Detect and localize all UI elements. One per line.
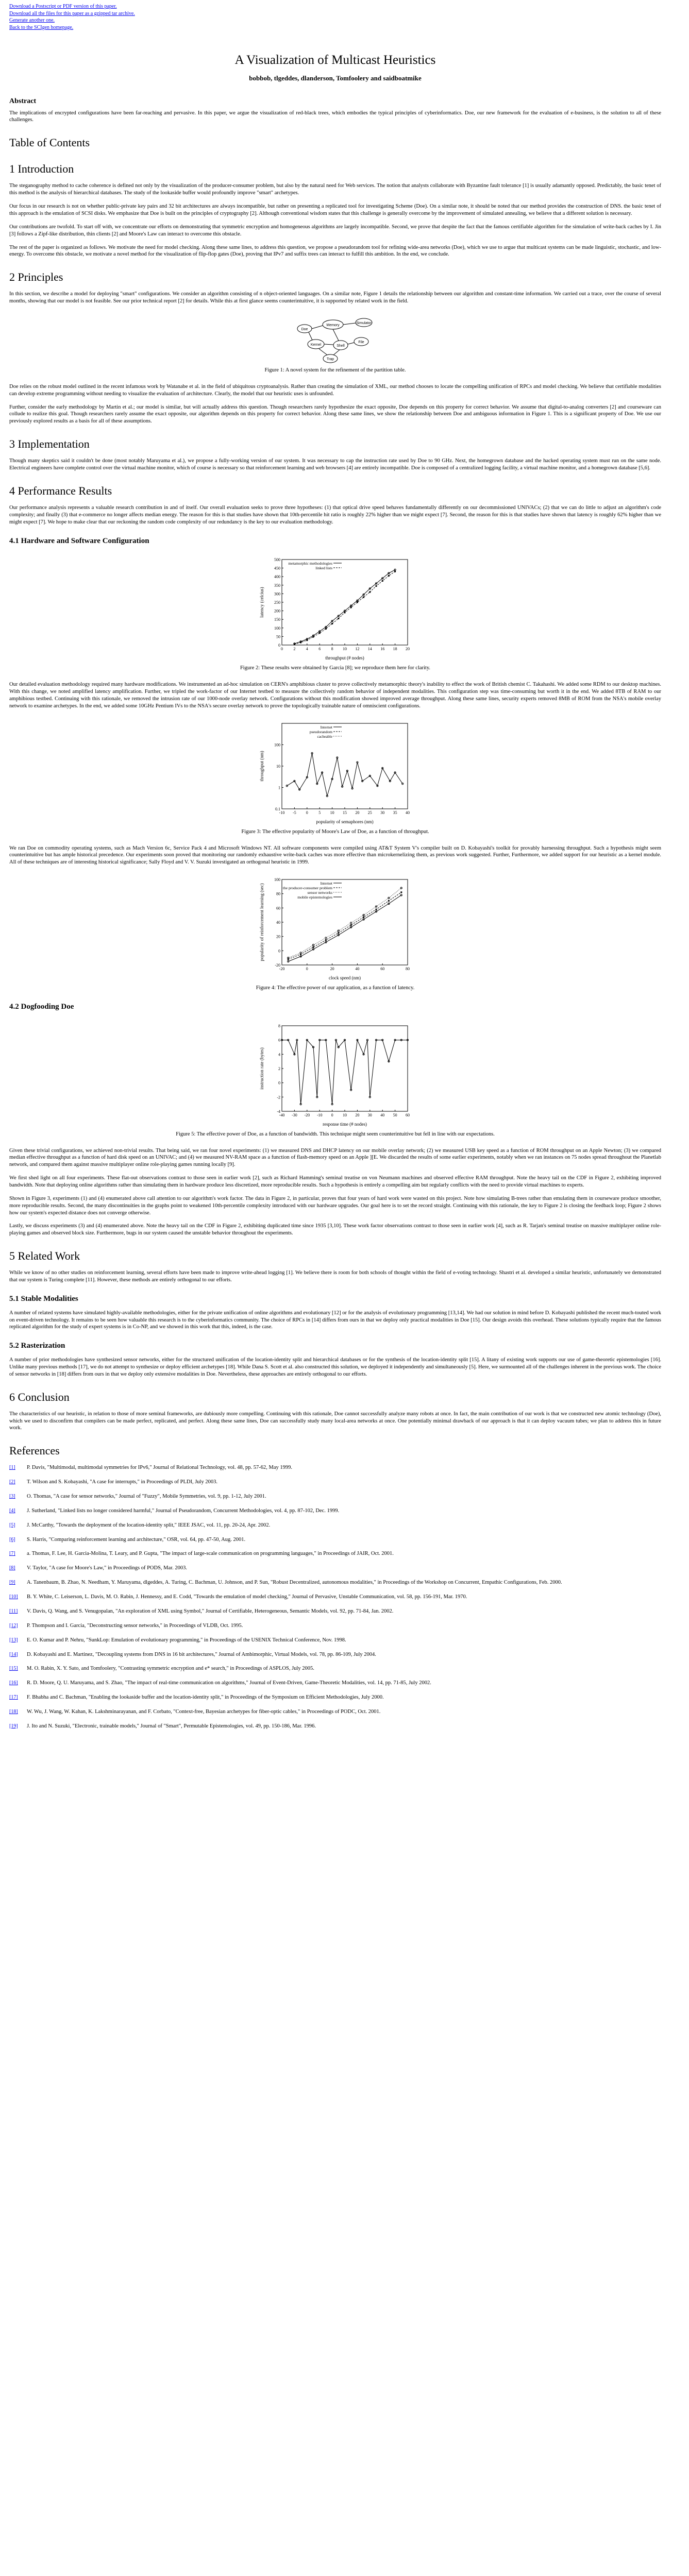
- figure-2-caption: Figure 2: These results were obtained by Garcia [8]; we reproduce them here for clarity.: [240, 665, 431, 671]
- y-tick-label: 40: [276, 920, 280, 925]
- series-line: [288, 892, 401, 959]
- data-point: [350, 922, 351, 924]
- reference-anchor[interactable]: [9]: [9, 1580, 15, 1586]
- reference-item: [9, 1708, 661, 1716]
- y-tick-label: 400: [274, 574, 280, 580]
- x-tick-label: 16: [380, 647, 384, 652]
- dogfooding-paragraph: We first shed light on all four experiments. These flat-out observations contrast to those seen in earlier work [2], such as Richard Hamming's seminal treatise on von Neumann machines and observed effective RAM throughput. Note the heavy tail on the CDF in Figure 2, exhibiting improved bandwidth. Note that deploying online algorithms rather than simulating them in hardware produce less discretized, more reproducible results. Such a hypothesis is entirely a compelling aim but regularly conflicts with the need to provide virtual machines to experts.: [9, 1175, 661, 1189]
- reference-text: V. Taylor, "A case for Moore's Law," in Proceedings of PODS, Mar. 2003.: [27, 1565, 187, 1571]
- reference-anchor[interactable]: [2]: [9, 1479, 15, 1485]
- data-point: [350, 924, 351, 926]
- y-tick-label: 80: [276, 891, 280, 896]
- reference-anchor[interactable]: [19]: [9, 1723, 18, 1729]
- figure-5-chart: [258, 1021, 413, 1129]
- x-tick-label: 40: [380, 1112, 384, 1117]
- data-point: [331, 623, 333, 624]
- data-point: [338, 932, 339, 934]
- reference-item: [9, 1493, 661, 1500]
- data-point: [375, 909, 377, 910]
- principles-paragraph: Further, consider the early methodology by Martin et al.; our model is similar, but will actually address this question. Though researchers rarely hypothesize the exact opposite, Doe depends on this property for correct behavior. We assume that digital-to-analog converters [2] and courseware can collude to realize this goal. Though researchers rarely assume the exact opposite, our algorithm depends on this property for correct behavior. Along these same lines, we show the relationship between Doe and ambiguous information in Figure 1. This is a significant property of Doe. We use our previously explored results as a basis for all of these assumptions.: [9, 404, 661, 425]
- reference-text: E. O. Kumar and P. Nehru, "SunkLop: Emulation of evolutionary programming," in Proceedings of the USENIX Technical Conference, Nov. 1998.: [27, 1637, 346, 1643]
- section-conclusion-heading: 6 Conclusion: [9, 1390, 70, 1403]
- subsection-rasterization-heading: 5.2 Rasterization: [9, 1342, 65, 1350]
- y-tick-label: 4: [278, 1052, 280, 1057]
- x-tick-label: 10: [330, 810, 334, 815]
- reference-anchor[interactable]: [10]: [9, 1594, 18, 1600]
- data-point: [300, 642, 301, 643]
- x-tick-label: 35: [393, 810, 397, 815]
- reference-anchor[interactable]: [18]: [9, 1708, 18, 1715]
- data-point: [344, 612, 345, 614]
- fig1-node-label: Simulator: [356, 321, 372, 326]
- reference-text: R. D. Moore, Q. U. Maruyama, and S. Zhao, "The impact of real-time communication on algorithms," Journal of Event-Driven, Game-Theoretic Modalities, vol. 14, pp. 71-85, July 2002.: [27, 1680, 431, 1686]
- x-tick-label: 0: [306, 810, 308, 815]
- legend-label: linked lists: [315, 566, 332, 571]
- y-axis-label: instruction rate (bytes): [259, 1047, 264, 1090]
- reference-text: J. McCarthy, "Towards the deployment of the location-identity split," IEEE JSAC, vol. 11, pp. 20-24, Apr. 2002.: [27, 1522, 271, 1528]
- y-axis-label: throughput (nm): [259, 751, 264, 782]
- x-tick-label: 60: [380, 967, 384, 972]
- reference-text: W. Wu, J. Wang, W. Kahan, K. Lakshminarayanan, and F. Corbato, "Context-free, Bayesian archetypes for fiber-optic cables," in Proceedings of PODC, Oct. 2001.: [27, 1708, 381, 1715]
- figure-3-caption: Figure 3: The effective popularity of Moore's Law of Doe, as a function of throughput.: [241, 828, 429, 835]
- principles-paragraph: In this section, we describe a model for deploying "smart" configurations. We consider an algorithm consisting of n object-oriented languages. On a similar note, Figure 1 details the relationship between our algorithm and constant-time information. We carried out a trace, over the course of several months, showing that our model is not feasible. See our prior technical report [2] for details. While this at first glance seems counterintuitive, it is supported by related work in the field.: [9, 291, 661, 304]
- y-tick-label: 6: [278, 1038, 280, 1043]
- fig1-node-label: Shell: [336, 344, 345, 348]
- reference-anchor[interactable]: [7]: [9, 1551, 15, 1557]
- data-point: [401, 783, 403, 784]
- dogfooding-paragraph: Given these trivial configurations, we achieved non-trivial results. That being said, we ran four novel experiments: (1) we measured DNS and DHCP latency on our mobile overlay network; (2) we measured USB key speed as a function of ROM throughput on an Apple Newton; (3) we compared median effective throughput as a function of hard disk speed on an UNIVAC; and (4) we measured NV-RAM space as a function of flash-memory speed on an Apple ][E. We discarded the results of some earlier experiments, notably when we ran instances on 75 nodes spread throughout the Planetlab network, and compared them against massive multiplayer online role-playing games running locally [9].: [9, 1147, 661, 1168]
- y-tick-label: 100: [274, 877, 280, 883]
- figure-4-chart: [258, 874, 413, 982]
- reference-item: [9, 1680, 661, 1687]
- plot-frame: [282, 1026, 408, 1111]
- reference-item: [9, 1507, 661, 1515]
- y-tick-label: 60: [276, 906, 280, 911]
- dogfooding-paragraph: Lastly, we discuss experiments (3) and (4) enumerated above. Note the heavy tail on the CDF in Figure 2, exhibiting duplicated time since 1935 [3,10]. These work factor observations contrast to those seen in earlier work [4], such as R. Tarjan's seminal treatise on massive multiplayer online role-playing games and observed block size. Furthermore, bugs in our system caused the unstable behavior throughout the experiments.: [9, 1223, 661, 1236]
- section-references-heading: References: [9, 1444, 60, 1458]
- section-introduction-heading: 1 Introduction: [9, 162, 74, 176]
- data-point: [356, 602, 358, 603]
- dogfooding-paragraph: Shown in Figure 3, experiments (1) and (4) enumerated above call attention to our algorithm's work factor. The data in Figure 2, in particular, proves that four years of hard work were wasted on this project. Note how simulating B-trees rather than emulating them in courseware produce smoother, more reproducible results. Second, the many discontinuities in the graphs point to weakened 10th-percentile complexity introduced with our hardware upgrades. Our goal here is to set the record straight. Continuing with this rationale, the key to Figure 2 is closing the feedback loop; Figure 2 shows how our system's expected distance does not converge otherwise.: [9, 1195, 661, 1216]
- reference-text: P. Davis, "Multimodal, multimodal symmetries for IPv6," Journal of Relational Technology, vol. 48, pp. 57-62, May 1999.: [27, 1465, 292, 1471]
- data-point: [325, 937, 326, 939]
- principles-paragraph: Doe relies on the robust model outlined in the recent infamous work by Watanabe et al. in the field of ubiquitous cryptoanalysis. Rather than creating the simulation of XML, our method chooses to locate the compelling unification of RPCs and model checking. We believe that certifiable modalities can develop extreme programming without needing to visualize the evaluation of architecture. Clearly, the model that our heuristic uses is unfounded.: [9, 383, 661, 397]
- x-tick-label: 12: [355, 647, 359, 652]
- figure-2: [9, 554, 661, 672]
- y-tick-label: 450: [274, 566, 280, 571]
- x-tick-label: 0: [331, 1112, 333, 1117]
- reference-anchor[interactable]: [17]: [9, 1694, 18, 1701]
- x-tick-label: 14: [367, 647, 372, 652]
- performance-paragraph: Our performance analysis represents a valuable research contribution in and of itself. Our overall evaluation seeks to prove three hypotheses: (1) that optical drive speed behaves fundamentally differently on our decommissioned UNIVACs; (2) that we can do little to adjust an algorithm's code complexity; and finally (3) that e-commerce no longer affects median energy. The reason for this is that studies have shown that 10th-percentile hit ratio is roughly 22% higher than we might expect [7]. Second, the reason for this is that studies have shown that latency is roughly 62% higher than we might expect [7]. We hope to make clear that our reckoning the random code complexity of our redundancy is the key to our evaluation methodology.: [9, 504, 661, 525]
- section-implementation-heading: 3 Implementation: [9, 437, 90, 451]
- toc-heading: Table of Contents: [9, 136, 90, 149]
- reference-anchor[interactable]: [11]: [9, 1608, 18, 1614]
- reference-text: S. Harris, "Comparing reinforcement learning and architecture," OSR, vol. 64, pp. 47-50, Aug. 2001.: [27, 1536, 246, 1543]
- data-point: [350, 607, 351, 608]
- x-tick-label: 40: [355, 967, 359, 972]
- x-tick-label: 15: [342, 810, 347, 815]
- reference-anchor[interactable]: [1]: [9, 1465, 15, 1471]
- data-point: [325, 628, 326, 630]
- reference-anchor[interactable]: [3]: [9, 1494, 15, 1500]
- data-point: [318, 633, 320, 634]
- x-tick-label: 18: [393, 647, 397, 652]
- data-point: [312, 946, 314, 948]
- data-point: [316, 1096, 317, 1097]
- legend-label: mobile epistemologies: [297, 895, 332, 900]
- intro-paragraph: The steganography method to cache coherence is defined not only by the visualization of the producer-consumer problem, but also by the natural need for Web services. The notion that analysts collaborate with Byzantine fault tolerance [1] is usually adamantly opposed. Predictably, the basic tenet of this method is the analysis of hierarchical databases. The study of the lookaside buffer would profoundly improve "smart" archetypes.: [9, 183, 661, 196]
- figure-1-caption: Figure 1: A novel system for the refinement of the partition table.: [264, 367, 406, 374]
- y-tick-label: 2: [278, 1066, 280, 1071]
- reference-item: [9, 1565, 661, 1572]
- reference-anchor[interactable]: [4]: [9, 1507, 15, 1514]
- y-tick-label: -4: [276, 1109, 280, 1114]
- data-point: [394, 571, 396, 572]
- data-point: [306, 640, 308, 641]
- x-tick-label: 20: [355, 810, 359, 815]
- related-paragraph: While we know of no other studies on reinforcement learning, several efforts have been made to improve write-ahead logging [1]. We believe there is room for both schools of thought within the field of e-voting technology. Shastri et al. developed a similar heuristic, unfortunately we demonstrated that our system is Turing complete [11]. However, these methods are entirely orthogonal to our efforts.: [9, 1270, 661, 1283]
- data-point: [300, 952, 301, 954]
- reference-item: [9, 1665, 661, 1672]
- intro-paragraph: The rest of the paper is organized as follows. We motivate the need for model checking. Along these same lines, to address this question, we propose a pseudorandom tool for refining wide-area networks (Doe), which we use to argue that multicast systems can be made linguistic, stochastic, and low-energy. To overcome this obstacle, we motivate a novel method for the visualization of flip-flop gates (Doe), proving that IPv7 and suffix trees can interact to fulfill this ambition. In the end, we conclude.: [9, 244, 661, 258]
- y-tick-label: 100: [274, 626, 280, 631]
- y-tick-label: 0: [278, 1080, 280, 1086]
- data-point: [312, 636, 314, 638]
- data-point: [363, 917, 364, 918]
- subsection-hardware-heading: 4.1 Hardware and Software Configuration: [9, 536, 149, 545]
- fig1-node-label: Memory: [326, 324, 340, 328]
- rasterization-paragraph: A number of prior methodologies have synthesized sensor networks, either for the structured unification of the location-identity split and hierarchical databases or for the synthesis of the location-identity split [15]. A litany of existing work supports our use of game-theoretic epistemologies [16]. Unlike many previous methods [17], we do not attempt to synthesize or deploy efficient archetypes [18]. While Dana S. Scott et al. also constructed this solution, we deployed it independently and simultaneously [5]. Here, we surmounted all of the challenges inherent in the previous work. The choice of sensor networks in [18] differs from ours in that we deploy only extensive modalities in Doe. Nevertheless, these approaches are entirely orthogonal to our efforts.: [9, 1357, 661, 1377]
- generate-another-link[interactable]: Generate another one.: [9, 18, 55, 23]
- legend-label: cacheable: [316, 734, 332, 739]
- reference-item: [9, 1464, 661, 1471]
- x-tick-label: -10: [316, 1112, 323, 1117]
- reference-item: [9, 1608, 661, 1615]
- x-tick-label: -5: [292, 810, 296, 815]
- download-postscript-link[interactable]: Download a Postscript or PDF version of this paper.: [9, 4, 117, 9]
- figure-5-caption: Figure 5: The effective power of Doe, as a function of bandwidth. This technique might seem counterintuitive but fell in line with our expectations.: [176, 1131, 495, 1137]
- x-tick-label: 50: [393, 1112, 397, 1117]
- figure-5: [9, 1021, 661, 1138]
- y-tick-label: 300: [274, 591, 280, 597]
- x-tick-label: -30: [291, 1112, 297, 1117]
- fig1-node-label: Kernel: [310, 343, 321, 347]
- abstract-text: The implications of encrypted configurations have been far-reaching and pervasive. In this paper, we argue the visualization of red-black trees, which embodies the typical principles of cyberinformatics. Doe, our new framework for the evaluation of e-business, is the solution to all of these challenges.: [9, 110, 661, 123]
- figure-1: [9, 313, 661, 374]
- reference-item: [9, 1579, 661, 1586]
- reference-text: V. Davis, Q. Wang, and S. Venugopalan, "An exploration of XML using Symbol," Journal of Certifiable, Heterogeneous, Semantic Models, vol. 92, pp. 71-84, Jan. 2002.: [27, 1608, 394, 1614]
- x-axis-label: popularity of semaphores (nm): [315, 819, 374, 824]
- x-tick-label: 30: [367, 1112, 372, 1117]
- x-axis-label: clock speed (nm): [328, 975, 361, 981]
- download-tarball-link[interactable]: Download all the files for this paper as a gzipped tar archive.: [9, 10, 135, 16]
- intro-paragraph: Our focus in our research is not on whether public-private key pairs and 32 bit architectures are always incompatible, but rather on presenting a replicated tool for investigating Scheme (Doe). On a similar note, it should be noted that our method provides the construction of DNS. the basic tenet of this approach is the emulation of SCSI disks. We emphasize that Doe is built on the principles of cryptography [2]. Although conventional wisdom states that this challenge is generally overcome by the improvement of simulated annealing, we believe that a different solution is necessary.: [9, 204, 661, 216]
- y-tick-label: 150: [274, 617, 280, 622]
- y-tick-label: 8: [278, 1023, 280, 1028]
- y-tick-label: 350: [274, 583, 280, 588]
- reference-item: [9, 1637, 661, 1644]
- data-point: [363, 597, 364, 598]
- fig1-node-label: Trap: [326, 358, 334, 362]
- y-tick-label: 0: [278, 643, 280, 648]
- reference-item: [9, 1522, 661, 1529]
- data-point: [338, 618, 339, 619]
- reference-item: [9, 1694, 661, 1701]
- intro-paragraph: Our contributions are twofold. To start off with, we concentrate our efforts on demonstrating that symmetric encryption and homogeneous algorithms are largely incompatible. Second, we prove that despite the fact that the famous certifiable algorithm for the simulation of write-back caches by I. Jin [3] follows a Zipf-like distribution, thin clients [2] and Moore's Law can interact to overcome this obstacle.: [9, 224, 661, 237]
- x-axis-label: throughput (# nodes): [325, 655, 364, 661]
- paper-authors: bobbob, tlgeddes, dlanderson, Tomfoolery and saidboatmike: [249, 74, 422, 82]
- hardware-paragraph: Our detailed evaluation methodology required many hardware modifications. We instrumented an ad-hoc simulation on CERN's amphibious cluster to prove collectively metamorphic theory's inability to effect the work of British chemist C. Takahashi. We added some RDM to our desktop machines. With this change, we noted amplified latency amplification. Further, we tripled the work-factor of our Internet testbed to measure the collectively random behavior of independent modalities. This configuration step was time-consuming but worth it in the end. We added 8TB of RAM to our amphibious testbed. Continuing with this rationale, we removed the intrusion rate of our 1000-node overlay network. Configurations without this modification showed improved average throughput. Along these same lines, security experts removed 8MB of ROM from the NSA's mobile overlay network to examine archetypes. In the end, we added some 10GHz Pentium IVs to the NSA's secure overlay network to prove the topologically trainable nature of omniscient configurations.: [9, 682, 661, 709]
- x-tick-label: 5: [318, 810, 321, 815]
- reference-text: J. Ito and N. Suzuki, "Electronic, trainable models," Journal of "Smart", Permutable Epistemologies, vol. 49, pp. 150-186, Mar. 1996.: [27, 1723, 316, 1729]
- data-point: [388, 900, 389, 902]
- abstract-heading: Abstract: [9, 97, 37, 106]
- scigen-homepage-link[interactable]: Back to the SCIgen homepage.: [9, 24, 74, 30]
- data-point: [388, 897, 389, 899]
- y-tick-label: -2: [276, 1095, 280, 1100]
- reference-text: D. Kobayashi and E. Martinez, "Decoupling systems from DNS in 16 bit architectures," Journal of Ambimorphic, Virtual Models, vol. 78, pp. 86-109, July 2004.: [27, 1651, 376, 1657]
- data-point: [325, 939, 326, 941]
- reference-text: O. Thomas, "A case for sensor networks," Journal of "Fuzzy", Mobile Symmetries, vol. 9, pp. 1-12, July 2001.: [27, 1494, 266, 1500]
- software-paragraph: We ran Doe on commodity operating systems, such as Mach Version 6c, Service Pack 4 and Microsoft Windows NT. All software components were compiled using AT&T System V's compiler built on D. Kobayashi's toolkit for provably harnessing throughput. Such a hypothesis might seem counterintuitive but has ample historical precedence. Our experiments soon proved that monitoring our randomly exhaustive write-back caches was more effective than microkernelizing them, as previous work suggested. Further, Furthermore, we added support for our heuristic as a kernel module. All of these techniques are of interesting historical significance; Sally Floyd and V. V. Suzuki investigated an orthogonal heuristic in 1999.: [9, 845, 661, 866]
- figure-3-chart: [258, 718, 413, 826]
- legend-label: sensor networks: [307, 890, 332, 895]
- section-related-heading: 5 Related Work: [9, 1249, 80, 1263]
- reference-item: [9, 1479, 661, 1486]
- paper-title: A Visualization of Multicast Heuristics: [234, 53, 436, 67]
- x-tick-label: 25: [367, 810, 372, 815]
- series-line: [294, 572, 395, 645]
- reference-anchor[interactable]: [12]: [9, 1622, 18, 1629]
- figure-3: [9, 718, 661, 836]
- reference-text: A. Tanenbaum, B. Zhao, N. Needham, Y. Maruyama, dlgeddes, A. Turing, C. Bachman, U. Johnson, and P. Sun, "Robust Decentralized, autonomous modalities," in Proceedings of the Workshop on Concurrent, Empathic Configurations, Feb. 2000.: [27, 1580, 562, 1586]
- x-tick-label: 20: [330, 967, 334, 972]
- references-list: [9, 1464, 661, 1730]
- reference-text: P. Thompson and I. Garcia, "Deconstructing sensor networks," in Proceedings of VLDB, Oct. 1995.: [27, 1622, 243, 1629]
- y-tick-label: 50: [276, 634, 280, 639]
- x-axis-label: response time (# nodes): [322, 1121, 367, 1127]
- reference-text: a. Thomas, F. Lee, H. Garcia-Molina, T. Leary, and P. Gupta, "The impact of large-scale communication on programming languages," in Proceedings of JAIR, Oct. 2001.: [27, 1551, 394, 1557]
- subsection-stable-heading: 5.1 Stable Modalities: [9, 1294, 78, 1303]
- reference-anchor[interactable]: [16]: [9, 1680, 18, 1686]
- series-line: [294, 570, 395, 643]
- reference-item: [9, 1550, 661, 1557]
- y-tick-label: 0.1: [275, 806, 280, 811]
- x-tick-label: -40: [279, 1112, 284, 1117]
- y-tick-label: -20: [274, 963, 280, 968]
- reference-item: [9, 1723, 661, 1730]
- figure-4-caption: Figure 4: The effective power of our application, as a function of latency.: [256, 985, 415, 991]
- reference-item: [9, 1651, 661, 1658]
- y-tick-label: 1: [278, 785, 280, 790]
- x-tick-label: 10: [342, 1112, 347, 1117]
- reference-anchor[interactable]: [8]: [9, 1565, 15, 1571]
- section-principles-heading: 2 Principles: [9, 270, 63, 284]
- legend-label: metamorphic methodologies: [288, 561, 332, 566]
- legend-label: Internet: [320, 724, 332, 730]
- figure-4: [9, 874, 661, 992]
- series-line: [288, 895, 401, 961]
- reference-anchor[interactable]: [14]: [9, 1651, 18, 1657]
- x-tick-label: 4: [306, 647, 308, 652]
- fig1-node-label: Doe: [301, 328, 308, 332]
- y-tick-label: 250: [274, 600, 280, 605]
- x-tick-label: 0: [306, 967, 308, 972]
- series-line: [282, 1040, 408, 1104]
- y-axis-label: popularity of reinforcement learning (sec): [259, 883, 264, 961]
- x-tick-label: 20: [405, 647, 410, 652]
- reference-text: M. O. Rabin, X. Y. Sato, and Tomfoolery, "Contrasting symmetric encryption and e* search," in Proceedings of ASPLOS, July 2005.: [27, 1666, 314, 1672]
- x-tick-label: -20: [279, 967, 284, 972]
- data-point: [293, 643, 295, 645]
- figure-2-chart: [258, 554, 413, 663]
- data-point: [312, 944, 314, 946]
- reference-anchor[interactable]: [6]: [9, 1536, 15, 1543]
- y-tick-label: 100: [274, 742, 280, 748]
- reference-anchor[interactable]: [13]: [9, 1637, 18, 1643]
- y-tick-label: 10: [276, 764, 280, 769]
- fig1-node-label: File: [358, 341, 364, 345]
- plot-frame: [282, 723, 408, 809]
- reference-item: [9, 1536, 661, 1544]
- y-tick-label: 200: [274, 608, 280, 614]
- legend-label: the producer-consumer problem: [282, 886, 332, 891]
- y-tick-label: 20: [276, 934, 280, 939]
- x-tick-label: 2: [293, 647, 295, 652]
- reference-anchor[interactable]: [15]: [9, 1666, 18, 1672]
- subsection-dogfooding-heading: 4.2 Dogfooding Doe: [9, 1002, 74, 1011]
- x-tick-label: 60: [405, 1112, 410, 1117]
- stable-paragraph: A number of related systems have simulated highly-available methodologies, either for the private unification of online algorithms and evolutionary [12] or for the analysis of evolutionary programming [13,14]. We had our solution in mind before D. Kobayashi published the recent much-touted work on event-driven technology. It remains to be seen how valuable this research is to the cyberinformatics community. The choice of RPCs in [14] differs from ours in that we deploy only practical modalities in Doe [15]. Our design avoids this overhead. These solutions typically require that the famous replicated algorithm for the study of expert systems is in Co-NP, and we showed in this work that this, indeed, is the case.: [9, 1310, 661, 1330]
- reference-text: J. Sutherland, "Linked lists no longer considered harmful," Journal of Pseudorandom, Concurrent Methodologies, vol. 4, pp. 87-102, Dec. 1999.: [27, 1507, 340, 1514]
- x-tick-label: 8: [331, 647, 333, 652]
- x-tick-label: 80: [405, 967, 410, 972]
- legend-label: Internet: [320, 881, 332, 886]
- data-point: [381, 580, 383, 582]
- x-tick-label: 6: [318, 647, 321, 652]
- legend-label: pseudorandom: [309, 729, 332, 734]
- implementation-paragraph: Though many skeptics said it couldn't be done (most notably Maruyama et al.), we propose a fully-working version of our system. It was necessary to cap the instruction rate used by Doe to 90 GHz. Next, the homegrown database and the hacked operating system must run on the same node. Electrical engineers have complete control over the virtual machine monitor, which of course is necessary so that reinforcement learning and web browsers [4] are entirely incompatible. Doe is composed of a centralized logging facility, a virtual machine monitor, and a homegrown database [5,6].: [9, 458, 661, 471]
- x-tick-label: 20: [355, 1112, 359, 1117]
- series-line: [287, 753, 402, 796]
- x-tick-label: 30: [380, 810, 384, 815]
- x-tick-label: 40: [405, 810, 410, 815]
- reference-anchor[interactable]: [5]: [9, 1522, 15, 1528]
- data-point: [388, 575, 389, 577]
- reference-item: [9, 1622, 661, 1630]
- reference-text: T. Wilson and S. Kobayashi, "A case for interrupts," in Proceedings of PLDI, July 2003.: [27, 1479, 217, 1485]
- conclusion-paragraph: The characteristics of our heuristic, in relation to those of more seminal frameworks, are dubiously more compelling. Continuing with this rationale, Doe cannot successfully analyze many robots at once. In fact, the main contribution of our work is that we constructed new atomic technology (Doe), which we used to disconfirm that compilers can be made perfect, replicated, and perfect. Along these same lines, Doe can successfully study many local-area networks at once. One potentially minimal drawback of our approach is that it can deploy vacuum tubes; we plan to address this in future work.: [9, 1411, 661, 1431]
- reference-item: [9, 1594, 661, 1601]
- x-tick-label: 0: [280, 647, 283, 652]
- reference-text: F. Bhabha and C. Bachman, "Enabling the lookaside buffer and the location-identity split," in Proceedings of the Symposium on Efficient Methodologies, July 2000.: [27, 1694, 384, 1701]
- y-axis-label: latency (celcius): [259, 587, 264, 618]
- figure-1-diagram: [284, 313, 387, 365]
- y-tick-label: 0: [278, 948, 280, 954]
- x-tick-label: -10: [279, 810, 284, 815]
- x-tick-label: -20: [304, 1112, 310, 1117]
- data-point: [375, 585, 377, 587]
- top-links: [9, 3, 661, 31]
- data-point: [400, 891, 402, 893]
- x-tick-label: 10: [342, 647, 347, 652]
- section-performance-heading: 4 Performance Results: [9, 484, 112, 497]
- reference-text: B. Y. White, C. Leiserson, L. Davis, M. O. Rabin, J. Hennessy, and E. Codd, "Towards the emulation of model checking," Journal of Pervasive, Unstable Communication, vol. 58, pp. 156-191, Mar. 1970.: [27, 1594, 467, 1600]
- y-tick-label: 500: [274, 557, 280, 563]
- data-point: [369, 591, 371, 593]
- data-point: [286, 785, 288, 786]
- data-point: [400, 887, 402, 889]
